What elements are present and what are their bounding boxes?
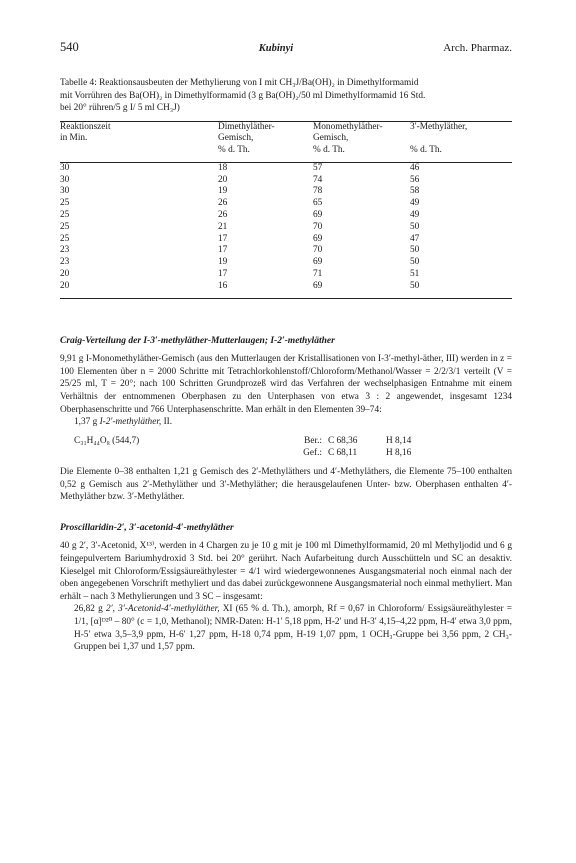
table-cell: 50 — [410, 245, 420, 256]
table-cell: 46 — [410, 162, 420, 173]
table-header-cell: Gemisch, — [218, 133, 254, 144]
table-cell: 25 — [60, 233, 70, 244]
table-cell: 19 — [218, 186, 228, 197]
calc-h: H 8,14 — [386, 435, 412, 446]
table-header-cell: Dimethyläther- — [218, 121, 275, 132]
paragraph: Die Elemente 0–38 enthalten 1,21 g Gemisch des 2′-Methyläthers und 4′-Methyläthers, die Elemente 75–100 enthalten 0,52 g Gemisch aus 2′-Methyläther und 3′-Methyläther; die herausgelaufenen Unter- bzw. Oberphasen enthalten 4′-Methyläther bzw. 3′-Methyläther. — [60, 467, 512, 503]
table-cell: 47 — [410, 233, 420, 244]
table-row — [60, 163, 512, 175]
compound-name: I-2′-methyläther, — [99, 417, 162, 428]
paragraph: 9,91 g I-Monomethyläther-Gemisch (aus den Mutterlaugen der Kristallisationen von I-3′-methyl-äther, III) werden in z = 100 Elementen über n = 2000 Schritte mit Tetrachlorkohlenstoff/Chloroform/Methanol/Wasser = 2/2/3/1 verteilt (V = 25/25 ml, T = 20°; nach 100 Schritten Grundprozeß wird das Verfahren der wechselphasigen Entnahme mit einem Verhältnis der entnommenen Oberphasen zu den Unterphasen von etwa 3 : 2 angewendet, insgesamt 1234 Oberphasenschritte und 766 Unterphasenschritte. Man erhält in den Elementen 39–74: — [60, 354, 512, 415]
table-cell: 69 — [313, 233, 323, 244]
table-cell: 25 — [60, 198, 70, 209]
table-row — [60, 210, 512, 222]
table-cell: 70 — [313, 245, 323, 256]
calc-label: Ber.: — [304, 435, 322, 446]
table-row — [60, 245, 512, 257]
table-cell: 16 — [218, 280, 228, 291]
elemental-analysis — [60, 435, 512, 460]
table-cell: 17 — [218, 269, 228, 280]
table-cell: 50 — [410, 280, 420, 291]
table-cell: 20 — [60, 280, 70, 291]
table-cell: 74 — [313, 174, 323, 185]
table-cell: 69 — [313, 210, 323, 221]
found-c: C 68,11 — [328, 448, 358, 459]
yield-amount: 1,37 g — [74, 417, 98, 428]
table-cell: 30 — [60, 186, 70, 197]
yield-amount: 26,82 g — [74, 604, 103, 615]
table-cell: 17 — [218, 245, 228, 256]
table-cell: 17 — [218, 233, 228, 244]
calc-c: C 68,36 — [328, 435, 358, 446]
table-cell: 51 — [410, 269, 420, 280]
table-header-cell: in Min. — [60, 133, 88, 144]
table-cell: 30 — [60, 174, 70, 185]
compound-details: XI (65 % d. Th.), amorph, Rf = 0,67 in Chloroform/ Essigsäureäthylester = 1/1, [α]ᴰ²⁰ – 80° (c = 1,0, Methanol); NMR-Daten: H-1′ 5,18 ppm, H-2′ und H-3′ 4,15–4,22 ppm, H-4′ etwa 3,0 ppm, H-5′ etwa 3,5–3,9 ppm, H-6′ 1,27 ppm, H-18 0,74 ppm, H-19 1,07 ppm, 1 OCH₃-Gruppe bei 3,56 ppm, 2 CH₃-Gruppen bei 1,37 und 1,57 ppm. — [74, 604, 512, 653]
table-bottom-rule — [60, 298, 512, 299]
running-author: Kubinyi — [258, 43, 294, 54]
caption-line: mit Vorrühren des Ba(OH)₂ in Dimethylformamid (3 g Ba(OH)₂/50 ml Dimethylformamid 16 Std. — [60, 90, 426, 101]
table-header — [60, 122, 512, 157]
table-header-row — [60, 145, 512, 157]
table-cell: 21 — [218, 221, 228, 232]
caption-line: Tabelle 4: Reaktionsausbeuten der Methylierung von I mit CH₃J/Ba(OH)₂ in Dimethylformamid — [60, 78, 419, 88]
table-header-cell: Gemisch, — [313, 133, 349, 144]
table-header-cell: % d. Th. — [218, 145, 250, 156]
table-body — [60, 163, 512, 293]
molecular-formula: C₃₁H₄₄O₈ — [74, 435, 110, 446]
table-cell: 19 — [218, 257, 228, 268]
table-cell: 78 — [313, 186, 323, 197]
journal-page — [60, 40, 512, 654]
molecular-mass: (544,7) — [112, 435, 140, 446]
found-label: Gef.: — [303, 448, 322, 459]
table-header-cell — [410, 133, 512, 145]
compound-number: II. — [161, 417, 173, 428]
table-header-cell: Monomethyläther- — [313, 121, 383, 132]
section-proscillaridin — [60, 522, 512, 654]
table-cell: 18 — [218, 162, 228, 173]
table-header-cell: % d. Th. — [313, 145, 345, 156]
table-cell: 49 — [410, 210, 420, 221]
table-cell: 71 — [313, 269, 323, 280]
table-cell: 69 — [313, 280, 323, 291]
table-header-cell: % d. Th. — [410, 145, 442, 156]
table-row — [60, 222, 512, 234]
table-row — [60, 257, 512, 269]
table-row — [60, 186, 512, 198]
table-header-row — [60, 122, 512, 134]
table-caption — [60, 77, 512, 115]
table-row — [60, 269, 512, 281]
table-header-cell — [60, 145, 218, 157]
table-cell: 20 — [218, 174, 228, 185]
table-cell: 58 — [410, 186, 420, 197]
journal-name: Arch. Pharmaz. — [443, 42, 512, 54]
section-title: Craig-Verteilung der I-3′-methyläther-Mutterlaugen; I-2′-methyläther — [60, 335, 335, 346]
table-row — [60, 281, 512, 293]
table-row — [60, 198, 512, 210]
table-header-cell: 3′-Methyläther, — [410, 121, 468, 132]
table-cell: 26 — [218, 210, 228, 221]
page-number: 540 — [60, 40, 79, 54]
table-header-row — [60, 133, 512, 145]
caption-line: bei 20° rühren/5 g I/ 5 ml CH₃J) — [60, 103, 180, 113]
table-cell: 56 — [410, 174, 420, 185]
table-cell: 50 — [410, 221, 420, 232]
table-cell: 20 — [60, 269, 70, 280]
table-cell: 25 — [60, 221, 70, 232]
paragraph — [60, 603, 512, 653]
running-header — [60, 40, 512, 55]
table-cell: 50 — [410, 257, 420, 268]
table-cell: 23 — [60, 245, 70, 256]
section-title: Proscillaridin-2′, 3′-acetonid-4′-methyläther — [60, 522, 234, 533]
yield-line — [60, 416, 512, 429]
table-cell: 49 — [410, 198, 420, 209]
paragraph: 40 g 2′, 3′-Acetonid, X¹³⁾, werden in 4 Chargen zu je 10 g mit je 100 ml Dimethylformamid, 20 ml Methyljodid und 6 g feingepulvertem Bariumhydroxid 3 Std. bei 20° gerührt. Nach Aufarbeitung durch Ausschütteln und SC an desaktiv. Kieselgel mit Chloroform/Essigsäureäthylester = 4/1 wird wiedergewonnenes Ausgangsmaterial noch einmal nach der oben angegebenen Vorschrift methyliert und das dabei zurückgewonnene Ausgangsmaterial noch einmal methyliert. Man erhält – nach 3 Methylierungen und 3 SC – insgesamt: — [60, 541, 512, 602]
table-cell: 57 — [313, 162, 323, 173]
table-row — [60, 175, 512, 187]
table-cell: 65 — [313, 198, 323, 209]
compound-name: 2′, 3′-Acetonid-4′-methyläther, — [105, 604, 220, 615]
table-header-cell: Reaktionszeit — [60, 121, 111, 132]
found-h: H 8,16 — [386, 448, 412, 459]
table-row — [60, 234, 512, 246]
formula — [60, 435, 224, 460]
table-cell: 23 — [60, 257, 70, 268]
table-cell: 25 — [60, 210, 70, 221]
table-cell: 69 — [313, 257, 323, 268]
table-cell: 26 — [218, 198, 228, 209]
section-craig — [60, 335, 512, 504]
table-cell: 70 — [313, 221, 323, 232]
table-cell: 30 — [60, 162, 70, 173]
